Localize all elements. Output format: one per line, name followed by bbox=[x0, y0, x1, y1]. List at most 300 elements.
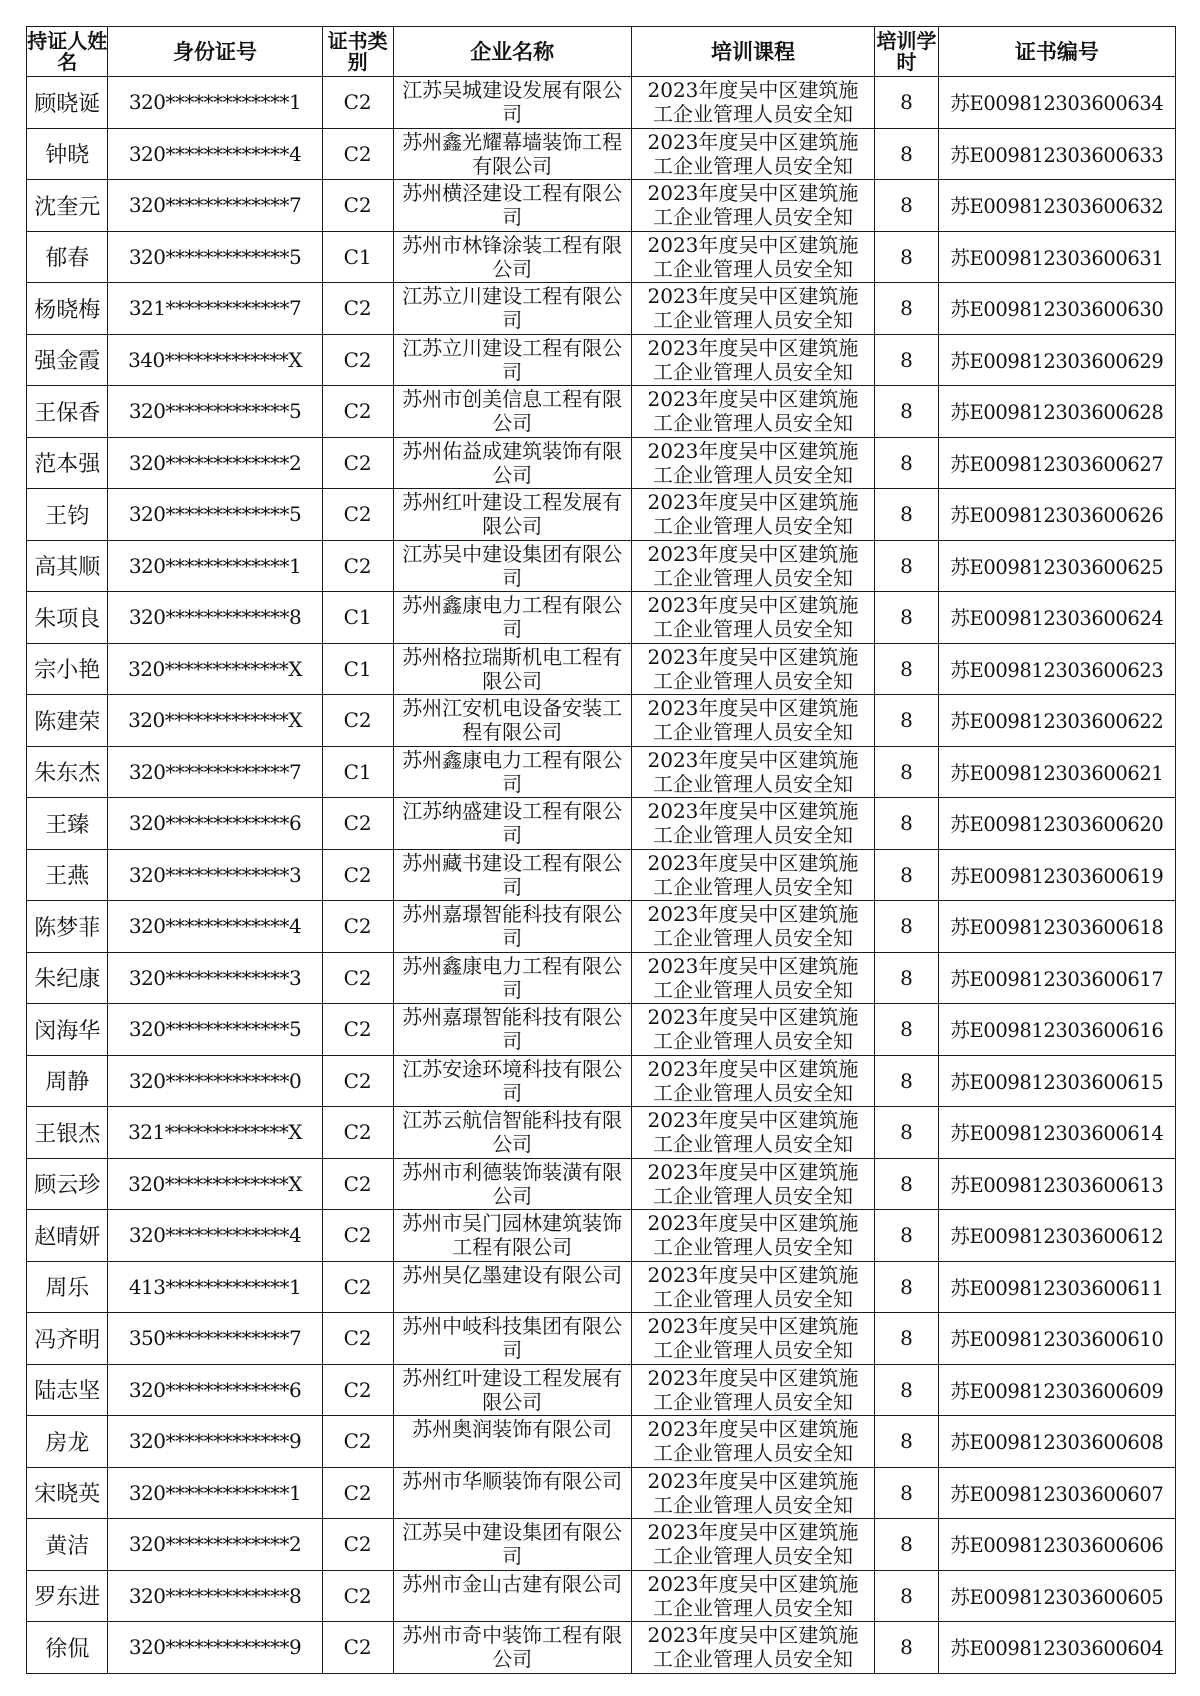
company-name-text: 苏州嘉璟智能科技有限公司 bbox=[402, 902, 623, 951]
company-name-cell bbox=[393, 489, 631, 541]
training-hours-cell: 8 bbox=[875, 1467, 939, 1519]
company-name-cell bbox=[393, 1364, 631, 1416]
header-cert-number: 证书编号 bbox=[938, 27, 1175, 77]
course-name-cell bbox=[631, 540, 874, 592]
company-name-text: 苏州藏书建设工程有限公司 bbox=[402, 850, 623, 899]
course-name-text: 2023年度吴中区建筑施工企业管理人员安全知 bbox=[647, 1056, 859, 1105]
holder-name-cell: 王臻 bbox=[27, 798, 108, 850]
company-name-cell bbox=[393, 901, 631, 953]
id-number-cell: 340*************X bbox=[108, 334, 322, 386]
company-name-cell bbox=[393, 180, 631, 232]
cert-number-cell: 苏E009812303600630 bbox=[938, 283, 1175, 335]
company-name-cell bbox=[393, 1519, 631, 1571]
table-row bbox=[27, 1004, 1176, 1056]
company-name-cell bbox=[393, 540, 631, 592]
table-row bbox=[27, 1313, 1176, 1365]
course-name-text: 2023年度吴中区建筑施工企业管理人员安全知 bbox=[647, 78, 859, 127]
table-row bbox=[27, 437, 1176, 489]
cert-type-cell: C1 bbox=[322, 643, 393, 695]
company-name-cell bbox=[393, 746, 631, 798]
course-name-text: 2023年度吴中区建筑施工企业管理人员安全知 bbox=[647, 902, 859, 951]
id-number-cell: 320*************4 bbox=[108, 901, 322, 953]
cert-type-cell: C2 bbox=[322, 1416, 393, 1468]
id-number-cell: 320*************4 bbox=[108, 1210, 322, 1262]
id-number-cell: 321*************7 bbox=[108, 283, 322, 335]
cert-number-cell: 苏E009812303600612 bbox=[938, 1210, 1175, 1262]
course-name-text: 2023年度吴中区建筑施工企业管理人员安全知 bbox=[647, 1417, 859, 1466]
company-name-cell bbox=[393, 1158, 631, 1210]
course-name-cell bbox=[631, 489, 874, 541]
id-number-cell: 320*************X bbox=[108, 1158, 322, 1210]
cert-number-cell: 苏E009812303600619 bbox=[938, 849, 1175, 901]
company-name-text: 苏州鑫光耀幕墙装饰工程有限公司 bbox=[402, 129, 623, 178]
id-number-cell: 320*************2 bbox=[108, 1519, 322, 1571]
cert-number-cell: 苏E009812303600614 bbox=[938, 1107, 1175, 1159]
table-row bbox=[27, 180, 1176, 232]
table-row bbox=[27, 695, 1176, 747]
course-name-text: 2023年度吴中区建筑施工企业管理人员安全知 bbox=[647, 181, 859, 230]
course-name-cell bbox=[631, 283, 874, 335]
course-name-cell bbox=[631, 437, 874, 489]
cert-number-cell: 苏E009812303600631 bbox=[938, 231, 1175, 283]
id-number-cell: 320*************2 bbox=[108, 437, 322, 489]
table-row bbox=[27, 1107, 1176, 1159]
company-name-cell bbox=[393, 1570, 631, 1622]
training-hours-cell: 8 bbox=[875, 1158, 939, 1210]
training-hours-cell: 8 bbox=[875, 1364, 939, 1416]
course-name-text: 2023年度吴中区建筑施工企业管理人员安全知 bbox=[647, 387, 859, 436]
company-name-text: 苏州佑益成建筑装饰有限公司 bbox=[402, 438, 623, 487]
holder-name-cell: 杨晓梅 bbox=[27, 283, 108, 335]
id-number-cell: 320*************6 bbox=[108, 798, 322, 850]
cert-type-cell: C2 bbox=[322, 77, 393, 129]
course-name-text: 2023年度吴中区建筑施工企业管理人员安全知 bbox=[647, 1211, 859, 1260]
holder-name-cell: 冯齐明 bbox=[27, 1313, 108, 1365]
cert-number-cell: 苏E009812303600621 bbox=[938, 746, 1175, 798]
cert-number-cell: 苏E009812303600625 bbox=[938, 540, 1175, 592]
training-hours-cell: 8 bbox=[875, 180, 939, 232]
holder-name-cell: 朱东杰 bbox=[27, 746, 108, 798]
table-body bbox=[27, 77, 1176, 1674]
training-hours-cell: 8 bbox=[875, 437, 939, 489]
certificate-table bbox=[26, 26, 1176, 1674]
header-hours: 培训学时 bbox=[875, 27, 939, 77]
cert-type-cell: C2 bbox=[322, 901, 393, 953]
training-hours-cell: 8 bbox=[875, 540, 939, 592]
course-name-cell bbox=[631, 1158, 874, 1210]
id-number-cell: 320*************5 bbox=[108, 1004, 322, 1056]
cert-number-cell: 苏E009812303600610 bbox=[938, 1313, 1175, 1365]
cert-type-cell: C2 bbox=[322, 386, 393, 438]
company-name-text: 苏州江安机电设备安装工程有限公司 bbox=[402, 696, 623, 745]
cert-number-cell: 苏E009812303600608 bbox=[938, 1416, 1175, 1468]
header-holder-name: 持证人姓名 bbox=[27, 27, 108, 77]
course-name-cell bbox=[631, 1570, 874, 1622]
company-name-cell bbox=[393, 1467, 631, 1519]
company-name-cell bbox=[393, 798, 631, 850]
table-row bbox=[27, 1467, 1176, 1519]
cert-type-cell: C2 bbox=[322, 1467, 393, 1519]
table-row bbox=[27, 1261, 1176, 1313]
holder-name-cell: 顾云珍 bbox=[27, 1158, 108, 1210]
course-name-cell bbox=[631, 1467, 874, 1519]
training-hours-cell: 8 bbox=[875, 901, 939, 953]
cert-number-cell: 苏E009812303600624 bbox=[938, 592, 1175, 644]
header-id-number: 身份证号 bbox=[108, 27, 322, 77]
holder-name-cell: 朱项良 bbox=[27, 592, 108, 644]
training-hours-cell: 8 bbox=[875, 231, 939, 283]
course-name-text: 2023年度吴中区建筑施工企业管理人员安全知 bbox=[647, 747, 859, 796]
company-name-text: 江苏安途环境科技有限公司 bbox=[402, 1056, 623, 1105]
company-name-text: 苏州市林锋涂装工程有限公司 bbox=[402, 232, 623, 281]
table-row bbox=[27, 849, 1176, 901]
cert-type-cell: C2 bbox=[322, 489, 393, 541]
training-hours-cell: 8 bbox=[875, 489, 939, 541]
company-name-cell bbox=[393, 334, 631, 386]
table-row bbox=[27, 1210, 1176, 1262]
course-name-text: 2023年度吴中区建筑施工企业管理人员安全知 bbox=[647, 1365, 859, 1414]
course-name-text: 2023年度吴中区建筑施工企业管理人员安全知 bbox=[647, 232, 859, 281]
holder-name-cell: 罗东进 bbox=[27, 1570, 108, 1622]
cert-type-cell: C2 bbox=[322, 1055, 393, 1107]
training-hours-cell: 8 bbox=[875, 1210, 939, 1262]
id-number-cell: 320*************3 bbox=[108, 952, 322, 1004]
course-name-cell bbox=[631, 180, 874, 232]
company-name-cell bbox=[393, 952, 631, 1004]
id-number-cell: 320*************X bbox=[108, 695, 322, 747]
cert-number-cell: 苏E009812303600617 bbox=[938, 952, 1175, 1004]
course-name-text: 2023年度吴中区建筑施工企业管理人员安全知 bbox=[647, 490, 859, 539]
cert-type-cell: C2 bbox=[322, 180, 393, 232]
cert-number-cell: 苏E009812303600609 bbox=[938, 1364, 1175, 1416]
cert-type-cell: C1 bbox=[322, 592, 393, 644]
table-row bbox=[27, 540, 1176, 592]
cert-type-cell: C2 bbox=[322, 952, 393, 1004]
training-hours-cell: 8 bbox=[875, 1570, 939, 1622]
cert-number-cell: 苏E009812303600626 bbox=[938, 489, 1175, 541]
training-hours-cell: 8 bbox=[875, 283, 939, 335]
cert-type-cell: C2 bbox=[322, 1519, 393, 1571]
holder-name-cell: 朱纪康 bbox=[27, 952, 108, 1004]
holder-name-cell: 陆志坚 bbox=[27, 1364, 108, 1416]
company-name-text: 苏州红叶建设工程发展有限公司 bbox=[402, 490, 623, 539]
course-name-cell bbox=[631, 901, 874, 953]
table-row bbox=[27, 1364, 1176, 1416]
cert-number-cell: 苏E009812303600632 bbox=[938, 180, 1175, 232]
cert-number-cell: 苏E009812303600628 bbox=[938, 386, 1175, 438]
company-name-text: 江苏云航信智能科技有限公司 bbox=[402, 1108, 623, 1157]
course-name-text: 2023年度吴中区建筑施工企业管理人员安全知 bbox=[647, 1262, 859, 1311]
header-cert-type: 证书类别 bbox=[322, 27, 393, 77]
company-name-text: 苏州嘉璟智能科技有限公司 bbox=[402, 1005, 623, 1054]
course-name-cell bbox=[631, 77, 874, 129]
cert-type-cell: C2 bbox=[322, 1158, 393, 1210]
training-hours-cell: 8 bbox=[875, 334, 939, 386]
cert-number-cell: 苏E009812303600604 bbox=[938, 1622, 1175, 1674]
course-name-text: 2023年度吴中区建筑施工企业管理人员安全知 bbox=[647, 1520, 859, 1569]
id-number-cell: 321*************X bbox=[108, 1107, 322, 1159]
holder-name-cell: 范本强 bbox=[27, 437, 108, 489]
cert-number-cell: 苏E009812303600629 bbox=[938, 334, 1175, 386]
cert-type-cell: C2 bbox=[322, 1107, 393, 1159]
company-name-text: 苏州鑫康电力工程有限公司 bbox=[402, 953, 623, 1002]
training-hours-cell: 8 bbox=[875, 128, 939, 180]
header-company: 企业名称 bbox=[393, 27, 631, 77]
company-name-cell bbox=[393, 592, 631, 644]
course-name-text: 2023年度吴中区建筑施工企业管理人员安全知 bbox=[647, 1623, 859, 1672]
company-name-text: 苏州鑫康电力工程有限公司 bbox=[402, 747, 623, 796]
course-name-text: 2023年度吴中区建筑施工企业管理人员安全知 bbox=[647, 438, 859, 487]
course-name-cell bbox=[631, 1261, 874, 1313]
holder-name-cell: 沈奎元 bbox=[27, 180, 108, 232]
company-name-text: 江苏立川建设工程有限公司 bbox=[402, 335, 623, 384]
table-row bbox=[27, 798, 1176, 850]
cert-number-cell: 苏E009812303600607 bbox=[938, 1467, 1175, 1519]
id-number-cell: 413*************1 bbox=[108, 1261, 322, 1313]
company-name-text: 江苏吴中建设集团有限公司 bbox=[402, 1520, 623, 1569]
id-number-cell: 320*************5 bbox=[108, 489, 322, 541]
id-number-cell: 320*************6 bbox=[108, 1364, 322, 1416]
training-hours-cell: 8 bbox=[875, 592, 939, 644]
cert-type-cell: C2 bbox=[322, 283, 393, 335]
holder-name-cell: 陈梦菲 bbox=[27, 901, 108, 953]
table-row bbox=[27, 128, 1176, 180]
holder-name-cell: 赵晴妍 bbox=[27, 1210, 108, 1262]
table-row bbox=[27, 489, 1176, 541]
training-hours-cell: 8 bbox=[875, 798, 939, 850]
cert-type-cell: C2 bbox=[322, 1570, 393, 1622]
course-name-cell bbox=[631, 1107, 874, 1159]
id-number-cell: 320*************8 bbox=[108, 1570, 322, 1622]
training-hours-cell: 8 bbox=[875, 1416, 939, 1468]
company-name-cell bbox=[393, 437, 631, 489]
holder-name-cell: 高其顺 bbox=[27, 540, 108, 592]
course-name-cell bbox=[631, 334, 874, 386]
company-name-cell bbox=[393, 1055, 631, 1107]
table-row bbox=[27, 386, 1176, 438]
holder-name-cell: 郁春 bbox=[27, 231, 108, 283]
table-row bbox=[27, 1158, 1176, 1210]
holder-name-cell: 宋晓英 bbox=[27, 1467, 108, 1519]
table-row bbox=[27, 1416, 1176, 1468]
course-name-text: 2023年度吴中区建筑施工企业管理人员安全知 bbox=[647, 644, 859, 693]
course-name-text: 2023年度吴中区建筑施工企业管理人员安全知 bbox=[647, 593, 859, 642]
table-row bbox=[27, 643, 1176, 695]
cert-type-cell: C2 bbox=[322, 540, 393, 592]
cert-number-cell: 苏E009812303600620 bbox=[938, 798, 1175, 850]
id-number-cell: 350*************7 bbox=[108, 1313, 322, 1365]
cert-type-cell: C2 bbox=[322, 1261, 393, 1313]
cert-type-cell: C1 bbox=[322, 746, 393, 798]
cert-type-cell: C2 bbox=[322, 437, 393, 489]
id-number-cell: 320*************7 bbox=[108, 180, 322, 232]
company-name-text: 苏州市吴门园林建筑装饰工程有限公司 bbox=[402, 1211, 623, 1260]
training-hours-cell: 8 bbox=[875, 1519, 939, 1571]
company-name-cell bbox=[393, 1004, 631, 1056]
course-name-text: 2023年度吴中区建筑施工企业管理人员安全知 bbox=[647, 696, 859, 745]
cert-type-cell: C2 bbox=[322, 1004, 393, 1056]
training-hours-cell: 8 bbox=[875, 695, 939, 747]
holder-name-cell: 宗小艳 bbox=[27, 643, 108, 695]
holder-name-cell: 闵海华 bbox=[27, 1004, 108, 1056]
table-row bbox=[27, 952, 1176, 1004]
id-number-cell: 320*************0 bbox=[108, 1055, 322, 1107]
training-hours-cell: 8 bbox=[875, 1004, 939, 1056]
table-row bbox=[27, 1570, 1176, 1622]
course-name-cell bbox=[631, 1004, 874, 1056]
course-name-cell bbox=[631, 1055, 874, 1107]
course-name-cell bbox=[631, 1622, 874, 1674]
company-name-text: 江苏吴中建设集团有限公司 bbox=[402, 541, 623, 590]
id-number-cell: 320*************5 bbox=[108, 386, 322, 438]
course-name-cell bbox=[631, 695, 874, 747]
holder-name-cell: 王银杰 bbox=[27, 1107, 108, 1159]
cert-type-cell: C2 bbox=[322, 128, 393, 180]
company-name-text: 苏州市华顺装饰有限公司 bbox=[402, 1468, 623, 1493]
course-name-text: 2023年度吴中区建筑施工企业管理人员安全知 bbox=[647, 799, 859, 848]
company-name-text: 江苏纳盛建设工程有限公司 bbox=[402, 799, 623, 848]
cert-number-cell: 苏E009812303600618 bbox=[938, 901, 1175, 953]
cert-number-cell: 苏E009812303600616 bbox=[938, 1004, 1175, 1056]
course-name-text: 2023年度吴中区建筑施工企业管理人员安全知 bbox=[647, 335, 859, 384]
cert-number-cell: 苏E009812303600623 bbox=[938, 643, 1175, 695]
company-name-text: 苏州格拉瑞斯机电工程有限公司 bbox=[402, 644, 623, 693]
cert-type-cell: C2 bbox=[322, 1364, 393, 1416]
holder-name-cell: 钟晓 bbox=[27, 128, 108, 180]
company-name-cell bbox=[393, 386, 631, 438]
cert-number-cell: 苏E009812303600613 bbox=[938, 1158, 1175, 1210]
cert-number-cell: 苏E009812303600605 bbox=[938, 1570, 1175, 1622]
company-name-cell bbox=[393, 1416, 631, 1468]
training-hours-cell: 8 bbox=[875, 952, 939, 1004]
company-name-cell bbox=[393, 231, 631, 283]
id-number-cell: 320*************1 bbox=[108, 1467, 322, 1519]
course-name-cell bbox=[631, 746, 874, 798]
course-name-cell bbox=[631, 643, 874, 695]
table-row bbox=[27, 901, 1176, 953]
id-number-cell: 320*************4 bbox=[108, 128, 322, 180]
course-name-cell bbox=[631, 1210, 874, 1262]
course-name-text: 2023年度吴中区建筑施工企业管理人员安全知 bbox=[647, 129, 859, 178]
training-hours-cell: 8 bbox=[875, 746, 939, 798]
training-hours-cell: 8 bbox=[875, 1055, 939, 1107]
course-name-cell bbox=[631, 952, 874, 1004]
table-row bbox=[27, 283, 1176, 335]
table-row bbox=[27, 77, 1176, 129]
company-name-cell bbox=[393, 1210, 631, 1262]
course-name-text: 2023年度吴中区建筑施工企业管理人员安全知 bbox=[647, 1159, 859, 1208]
cert-number-cell: 苏E009812303600634 bbox=[938, 77, 1175, 129]
header-row bbox=[27, 27, 1176, 77]
table-row bbox=[27, 1622, 1176, 1674]
cert-type-cell: C2 bbox=[322, 334, 393, 386]
company-name-cell bbox=[393, 695, 631, 747]
table-row bbox=[27, 231, 1176, 283]
training-hours-cell: 8 bbox=[875, 77, 939, 129]
training-hours-cell: 8 bbox=[875, 1622, 939, 1674]
holder-name-cell: 王钧 bbox=[27, 489, 108, 541]
holder-name-cell: 徐侃 bbox=[27, 1622, 108, 1674]
id-number-cell: 320*************9 bbox=[108, 1416, 322, 1468]
course-name-text: 2023年度吴中区建筑施工企业管理人员安全知 bbox=[647, 953, 859, 1002]
cert-type-cell: C2 bbox=[322, 1210, 393, 1262]
id-number-cell: 320*************8 bbox=[108, 592, 322, 644]
table-row bbox=[27, 334, 1176, 386]
company-name-cell bbox=[393, 1261, 631, 1313]
id-number-cell: 320*************1 bbox=[108, 77, 322, 129]
training-hours-cell: 8 bbox=[875, 1261, 939, 1313]
id-number-cell: 320*************5 bbox=[108, 231, 322, 283]
holder-name-cell: 周乐 bbox=[27, 1261, 108, 1313]
course-name-cell bbox=[631, 1313, 874, 1365]
course-name-cell bbox=[631, 128, 874, 180]
course-name-text: 2023年度吴中区建筑施工企业管理人员安全知 bbox=[647, 1108, 859, 1157]
company-name-text: 苏州市金山古建有限公司 bbox=[402, 1571, 623, 1596]
company-name-text: 苏州市奇中装饰工程有限公司 bbox=[402, 1623, 623, 1672]
holder-name-cell: 周静 bbox=[27, 1055, 108, 1107]
training-hours-cell: 8 bbox=[875, 849, 939, 901]
id-number-cell: 320*************1 bbox=[108, 540, 322, 592]
company-name-cell bbox=[393, 1622, 631, 1674]
table-row bbox=[27, 746, 1176, 798]
company-name-text: 苏州红叶建设工程发展有限公司 bbox=[402, 1365, 623, 1414]
holder-name-cell: 王燕 bbox=[27, 849, 108, 901]
cert-type-cell: C1 bbox=[322, 231, 393, 283]
cert-type-cell: C2 bbox=[322, 695, 393, 747]
company-name-text: 江苏吴城建设发展有限公司 bbox=[402, 78, 623, 127]
table-row bbox=[27, 1519, 1176, 1571]
company-name-text: 苏州市创美信息工程有限公司 bbox=[402, 387, 623, 436]
company-name-cell bbox=[393, 849, 631, 901]
course-name-cell bbox=[631, 231, 874, 283]
company-name-cell bbox=[393, 1313, 631, 1365]
certificate-roster-sheet bbox=[26, 26, 1176, 1674]
company-name-text: 苏州奥润装饰有限公司 bbox=[412, 1417, 613, 1442]
holder-name-cell: 黄洁 bbox=[27, 1519, 108, 1571]
training-hours-cell: 8 bbox=[875, 1313, 939, 1365]
company-name-cell bbox=[393, 128, 631, 180]
id-number-cell: 320*************3 bbox=[108, 849, 322, 901]
id-number-cell: 320*************7 bbox=[108, 746, 322, 798]
cert-type-cell: C2 bbox=[322, 1313, 393, 1365]
training-hours-cell: 8 bbox=[875, 643, 939, 695]
holder-name-cell: 王保香 bbox=[27, 386, 108, 438]
course-name-cell bbox=[631, 1519, 874, 1571]
course-name-text: 2023年度吴中区建筑施工企业管理人员安全知 bbox=[647, 850, 859, 899]
id-number-cell: 320*************9 bbox=[108, 1622, 322, 1674]
company-name-text: 苏州昊亿墨建设有限公司 bbox=[402, 1262, 623, 1287]
course-name-text: 2023年度吴中区建筑施工企业管理人员安全知 bbox=[647, 1314, 859, 1363]
header-course: 培训课程 bbox=[631, 27, 874, 77]
company-name-text: 苏州市利德装饰装潢有限公司 bbox=[402, 1159, 623, 1208]
company-name-text: 苏州鑫康电力工程有限公司 bbox=[402, 593, 623, 642]
course-name-text: 2023年度吴中区建筑施工企业管理人员安全知 bbox=[647, 1468, 859, 1517]
company-name-text: 苏州横泾建设工程有限公司 bbox=[402, 181, 623, 230]
training-hours-cell: 8 bbox=[875, 386, 939, 438]
company-name-cell bbox=[393, 643, 631, 695]
company-name-text: 江苏立川建设工程有限公司 bbox=[402, 284, 623, 333]
course-name-text: 2023年度吴中区建筑施工企业管理人员安全知 bbox=[647, 1571, 859, 1620]
course-name-cell bbox=[631, 1416, 874, 1468]
table-row bbox=[27, 1055, 1176, 1107]
cert-number-cell: 苏E009812303600633 bbox=[938, 128, 1175, 180]
course-name-text: 2023年度吴中区建筑施工企业管理人员安全知 bbox=[647, 1005, 859, 1054]
cert-number-cell: 苏E009812303600606 bbox=[938, 1519, 1175, 1571]
cert-number-cell: 苏E009812303600615 bbox=[938, 1055, 1175, 1107]
holder-name-cell: 强金霞 bbox=[27, 334, 108, 386]
cert-number-cell: 苏E009812303600627 bbox=[938, 437, 1175, 489]
company-name-cell bbox=[393, 1107, 631, 1159]
